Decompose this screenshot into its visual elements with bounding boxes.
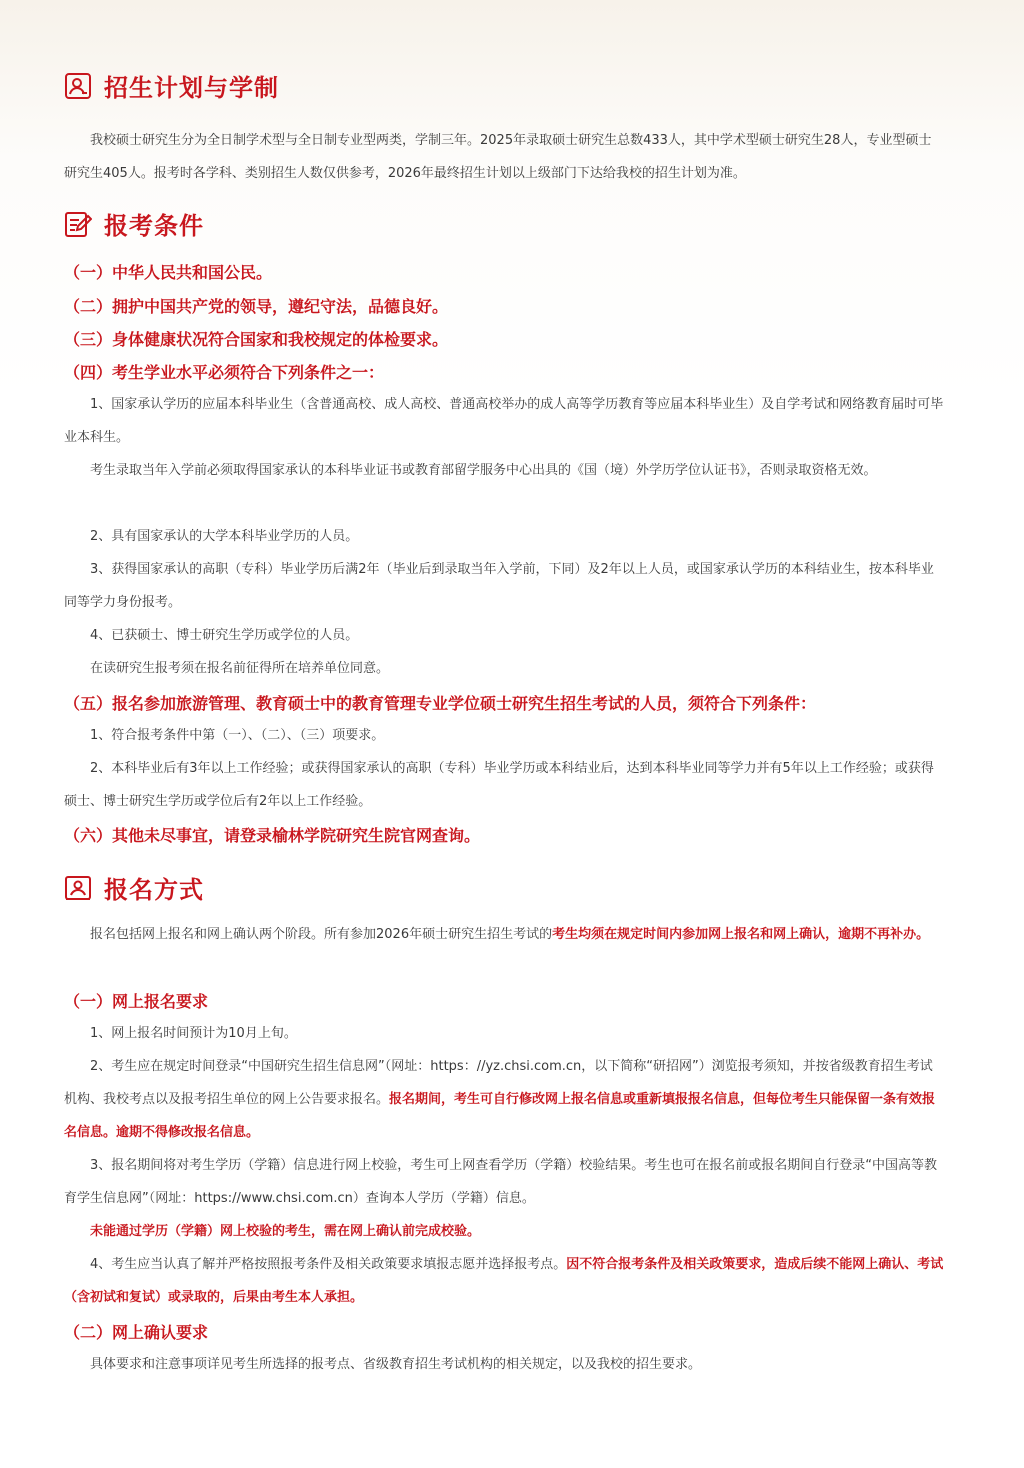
- condition-3: （三）身体健康状况符合国家和我校规定的体检要求。: [64, 330, 449, 349]
- section-enrollment-plan-header: [64, 68, 279, 103]
- online-registration-item-4-highlight: 因不符合报考条件及相关政策要求，造成后续不能网上确认、考试（含初试和复试）或录取的，后果由考生本人承担。: [64, 1257, 944, 1305]
- online-registration-item-3: 3、报名期间将对考生学历（学籍）信息进行网上校验，考生可上网查看学历（学籍）校验结果。考生也可在报名前或报名期间自行登录“中国高等教育学生信息网”（网址：https://www.chsi.com.cn）查询本人学历（学籍）信息。: [64, 1158, 938, 1206]
- online-registration-item-3-highlight: 未能通过学历（学籍）网上校验的考生，需在网上确认前完成校验。: [90, 1224, 481, 1239]
- condition-4-item-4: 4、已获硕士、博士研究生学历或学位的人员。: [90, 628, 359, 643]
- condition-1: （一）中华人民共和国公民。: [64, 263, 273, 282]
- online-registration-item-4-text: 4、考生应当认真了解并严格按照报考条件及相关政策要求填报志愿并选择报考点。: [90, 1257, 567, 1272]
- registration-intro-text: 报名包括网上报名和网上确认两个阶段。所有参加2026年硕士研究生招生考试的: [90, 927, 553, 942]
- condition-5-item-2: 2、本科毕业后有3年以上工作经验；或获得国家承认的高职（专科）毕业学历或本科结业后，达到本科毕业同等学力并有5年以上工作经验；或获得硕士、博士研究生学历或学位后有2年以上工作经验。: [64, 761, 934, 809]
- registration-intro-highlight: 考生均须在规定时间内参加网上报名和网上确认，逾期不再补办。: [552, 927, 930, 942]
- condition-4: （四）考生学业水平必须符合下列条件之一：: [64, 363, 385, 382]
- condition-4-note: 在读研究生报考须在报名前征得所在培养单位同意。: [90, 661, 390, 676]
- online-confirmation-heading: （二）网上确认要求: [64, 1323, 209, 1342]
- section-title: 报名方式: [104, 876, 204, 904]
- online-confirmation-item: 具体要求和注意事项详见考生所选择的报考点、省级教育招生考试机构的相关规定，以及我校的招生要求。: [90, 1357, 702, 1372]
- id-card-icon: [64, 874, 92, 902]
- section-conditions-header: [64, 206, 204, 241]
- online-registration-item-2-highlight: 报名期间，考生可自行修改网上报名信息或重新填报报名信息，但每位考生只能保留一条有效报名信息。逾期不得修改报名信息。: [64, 1092, 936, 1140]
- online-registration-item-4: [64, 1248, 944, 1314]
- condition-5: （五）报名参加旅游管理、教育硕士中的教育管理专业学位硕士研究生招生考试的人员，须符合下列条件：: [64, 694, 817, 713]
- section-registration-header: [64, 870, 204, 905]
- condition-4-item-1: 1、国家承认学历的应届本科毕业生（含普通高校、成人高校、普通高校举办的成人高等学历教育等应届本科毕业生）及自学考试和网络教育届时可毕业本科生。: [64, 397, 944, 445]
- condition-6: （六）其他未尽事宜，请登录榆林学院研究生院官网查询。: [64, 826, 481, 845]
- condition-2: （二）拥护中国共产党的领导，遵纪守法，品德良好。: [64, 297, 449, 316]
- enrollment-plan-paragraph: 我校硕士研究生分为全日制学术型与全日制专业型两类，学制三年。2025年录取硕士研究生总数433人，其中学术型硕士研究生28人，专业型硕士研究生405人。报考时各学科、类别招生人数仅供参考，2026年最终招生计划以上级部门下达给我校的招生计划为准。: [64, 133, 932, 181]
- registration-intro: [64, 918, 944, 951]
- condition-4-item-3: 3、获得国家承认的高职（专科）毕业学历后满2年（毕业后到录取当年入学前，下同）及2年以上人员，或国家承认学历的本科结业生，按本科毕业同等学力身份报考。: [64, 562, 934, 610]
- profile-doc-icon: [64, 72, 92, 100]
- section-title: 招生计划与学制: [104, 74, 279, 102]
- online-registration-item-1: 1、网上报名时间预计为10月上旬。: [90, 1026, 297, 1041]
- condition-4-item-1-note: 考生录取当年入学前必须取得国家承认的本科毕业证书或教育部留学服务中心出具的《国（境）外学历学位认证书》，否则录取资格无效。: [90, 463, 877, 478]
- condition-4-item-2: 2、具有国家承认的大学本科毕业学历的人员。: [90, 529, 359, 544]
- online-registration-item-2: [64, 1050, 944, 1149]
- edit-form-icon: [64, 210, 92, 238]
- online-registration-heading: （一）网上报名要求: [64, 992, 209, 1011]
- section-title: 报考条件: [104, 212, 204, 240]
- condition-5-item-1: 1、符合报考条件中第（一）、（二）、（三）项要求。: [90, 728, 385, 743]
- online-registration-item-2-text: 2、考生应在规定时间登录“中国研究生招生信息网”（网址：https：//yz.chsi.com.cn，以下简称“研招网”）浏览报考须知，并按省级教育招生考试机构、我校考点以及报考招生单位的网上公告要求报名。: [64, 1059, 933, 1107]
